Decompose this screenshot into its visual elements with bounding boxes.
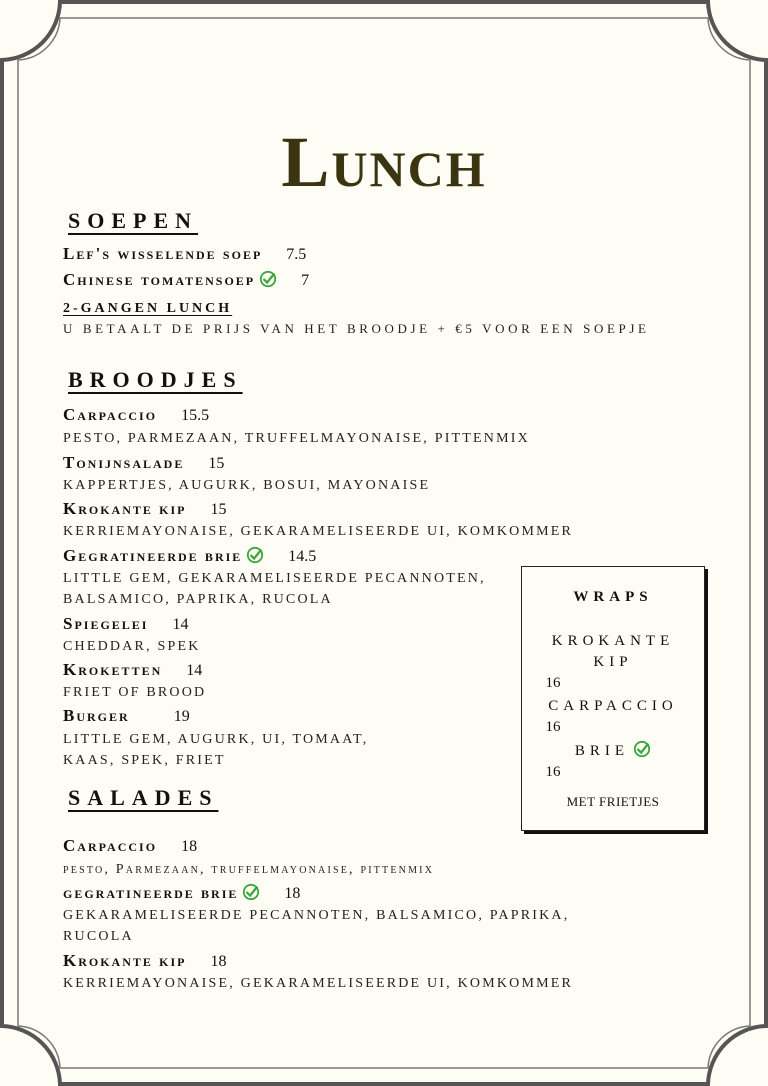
deal-text: U BETAALT DE PRIJS VAN HET BROODJE + €5 VOOR EEN SOEPJE (63, 321, 650, 336)
item-price: 18 (181, 838, 198, 855)
wrap-item-brie (522, 740, 704, 760)
section-heading-broodjes: BROODJES (68, 367, 243, 392)
wrap-item-name: KROKANTE (551, 633, 675, 649)
item-description: KERRIEMAYONAISE, GEKARAMELISEERDE UI, KOMKOMMER (63, 976, 574, 991)
item-name: gegratineerde brie (63, 883, 239, 902)
item-name: Krokante kip (63, 499, 187, 518)
wraps-box (521, 566, 705, 831)
menu-item-salade-2 (63, 883, 300, 903)
wrap-item-name: CARPACCIO (548, 698, 678, 714)
item-price: 18 (284, 885, 301, 902)
item-name: Burger (63, 706, 130, 725)
item-description: RUCOLA (63, 929, 134, 944)
item-name: Krokante kip (63, 951, 187, 970)
item-price: 14 (186, 662, 203, 679)
item-description: PESTO, PARMEZAAN, TRUFFELMAYONAISE, PITTENMIX (63, 431, 530, 446)
menu-item-broodje-1 (63, 405, 209, 425)
wrap-item-name: BRIE (574, 743, 630, 759)
menu-item-salade-3 (63, 951, 226, 971)
item-price: 15 (210, 501, 227, 518)
item-description: LITTLE GEM, AUGURK, UI, TOMAAT, (63, 732, 369, 747)
item-name: Lef's wisselende soep (63, 244, 263, 263)
vegetarian-check-icon (259, 270, 277, 288)
wrap-item-price: 16 (545, 675, 561, 691)
menu-item-broodje-4 (63, 546, 316, 566)
item-description: KAAS, SPEK, FRIET (63, 753, 226, 768)
item-description-text: pesto, Parmezaan, truffelmayonaise, pittenmix (63, 862, 435, 877)
item-description: FRIET OF BROOD (63, 685, 207, 700)
menu-item-soep-1 (63, 244, 306, 264)
vegetarian-check-icon (246, 546, 264, 564)
item-price: 7 (301, 272, 310, 289)
vegetarian-check-icon (242, 883, 260, 901)
item-description (63, 862, 434, 878)
deal-title: 2-GANGEN LUNCH (63, 301, 233, 316)
item-price: 19 (173, 708, 190, 725)
menu-item-broodje-6 (63, 660, 202, 680)
item-name: Carpaccio (63, 405, 158, 424)
item-name: Spiegelei (63, 614, 149, 633)
item-description: GEKARAMELISEERDE PECANNOTEN, BALSAMICO, PAPRIKA, (63, 908, 570, 923)
menu-item-broodje-5 (63, 614, 188, 634)
item-description: BALSAMICO, PAPRIKA, RUCOLA (63, 592, 333, 607)
item-price: 14.5 (288, 548, 317, 565)
wraps-note: MET FRIETJES (566, 794, 660, 809)
wrap-item-name: KIP (593, 654, 633, 670)
item-name: Gegratineerde brie (63, 546, 243, 565)
item-name: Chinese tomatensoep (63, 270, 256, 289)
item-description: KERRIEMAYONAISE, GEKARAMELISEERDE UI, KOMKOMMER (63, 524, 574, 539)
item-name: Carpaccio (63, 836, 158, 855)
menu-item-soep-2 (63, 270, 309, 290)
wrap-item-price: 16 (545, 764, 561, 780)
menu-item-broodje-7 (63, 706, 190, 726)
section-heading-soepen: SOEPEN (68, 208, 199, 233)
page-title: Lunch (281, 122, 487, 202)
wrap-item-price: 16 (545, 719, 561, 735)
item-price: 14 (172, 616, 189, 633)
item-description: LITTLE GEM, GEKARAMELISEERDE PECANNOTEN, (63, 571, 486, 586)
item-description: KAPPERTJES, AUGURK, BOSUI, MAYONAISE (63, 478, 431, 493)
menu-item-broodje-3 (63, 499, 226, 519)
item-price: 7.5 (286, 246, 307, 263)
vegetarian-check-icon (633, 740, 651, 758)
menu-item-broodje-2 (63, 453, 224, 473)
item-price: 15 (208, 455, 225, 472)
item-price: 18 (210, 953, 227, 970)
wraps-heading: WRAPS (573, 589, 653, 605)
item-name: Tonijnsalade (63, 453, 185, 472)
menu-item-salade-1 (63, 836, 197, 856)
item-price: 15.5 (181, 407, 210, 424)
item-description: CHEDDAR, SPEK (63, 639, 201, 654)
item-name: Kroketten (63, 660, 163, 679)
section-heading-salades: SALADES (68, 785, 219, 810)
